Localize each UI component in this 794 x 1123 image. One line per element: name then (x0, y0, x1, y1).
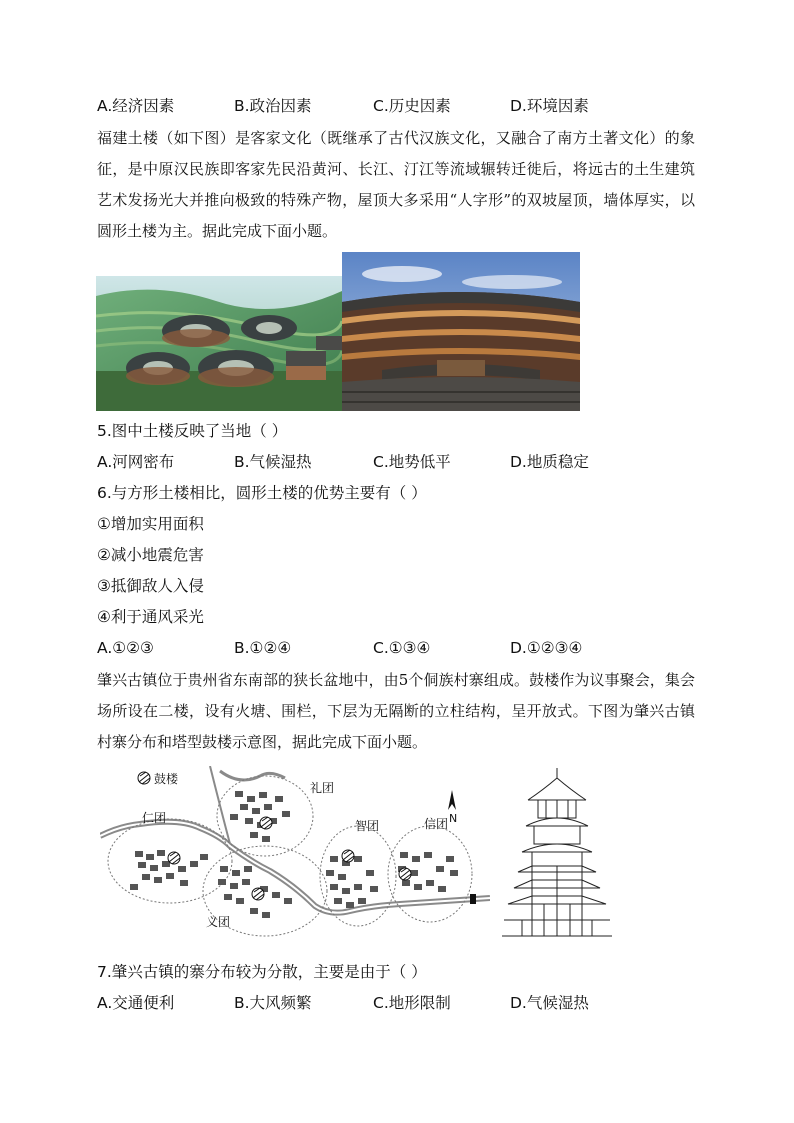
north-arrow-icon (448, 790, 456, 810)
q6-option-c[interactable]: C.①③④ (373, 639, 431, 657)
village-label-li: 礼团 (310, 781, 335, 795)
village-label-xin: 信团 (424, 817, 449, 831)
village-label-ren: 仁团 (142, 811, 167, 825)
q6-option-b[interactable]: B.①②④ (234, 639, 292, 657)
q6-item-2: ②减小地震危害 (97, 546, 204, 564)
passage-zhaoxing: 肇兴古镇位于贵州省东南部的狭长盆地中，由5个侗族村寨组成。鼓楼作为议事聚会，集会场所设在二楼，设有火塘、围栏，下层为无隔断的立柱结构，呈开放式。下图为肇兴古镇村寨分布和塔型鼓楼示意图，据此完成下面小题。 (97, 671, 695, 751)
q7-stem: 7.肇兴古镇的寨分布较为分散，主要是由于（ ） (97, 963, 427, 981)
village-label-zhi: 智团 (355, 819, 380, 833)
q6-item-3: ③抵御敌人入侵 (97, 577, 204, 595)
tulou-aerial-photo (96, 276, 342, 411)
q6-item-1: ①增加实用面积 (97, 515, 204, 533)
q7-option-d[interactable]: D.气候湿热 (510, 994, 589, 1012)
q4-option-d[interactable]: D.环境因素 (510, 97, 589, 115)
q4-option-c[interactable]: C.历史因素 (373, 97, 451, 115)
q5-option-b[interactable]: B.气候湿热 (234, 453, 312, 471)
passage-tulou: 福建土楼（如下图）是客家文化（既继承了古代汉族文化，又融合了南方土著文化）的象征，是中原汉民族即客家先民沿黄河、长江、汀江等流域辗转迁徙后，将远古的土生建筑艺术发扬光大并推向极致的特殊产物，屋顶大多采用“人字形”的双坡屋顶，墙体厚实，以圆形土楼为主。据此完成下面小题。 (97, 129, 695, 240)
village-map (100, 766, 490, 940)
village-label-yi: 义团 (206, 915, 231, 929)
q6-option-d[interactable]: D.①②③④ (510, 639, 583, 657)
q6-item-4: ④利于通风采光 (97, 608, 204, 626)
q7-option-c[interactable]: C.地形限制 (373, 994, 451, 1012)
q5-stem: 5.图中土楼反映了当地（ ） (97, 422, 288, 440)
drum-tower-drawing (498, 766, 616, 940)
map-legend-label: 鼓楼 (154, 772, 179, 786)
q5-option-c[interactable]: C.地势低平 (373, 453, 451, 471)
north-label: N (449, 812, 458, 825)
q6-stem: 6.与方形土楼相比，圆形土楼的优势主要有（ ） (97, 484, 427, 502)
tulou-interior-photo (342, 252, 580, 411)
q5-option-a[interactable]: A.河网密布 (97, 453, 175, 471)
q5-option-d[interactable]: D.地质稳定 (510, 453, 589, 471)
q7-option-a[interactable]: A.交通便利 (97, 994, 175, 1012)
q6-option-a[interactable]: A.①②③ (97, 639, 154, 657)
q4-option-b[interactable]: B.政治因素 (234, 97, 312, 115)
q4-option-a[interactable]: A.经济因素 (97, 97, 175, 115)
q7-option-b[interactable]: B.大风频繁 (234, 994, 312, 1012)
